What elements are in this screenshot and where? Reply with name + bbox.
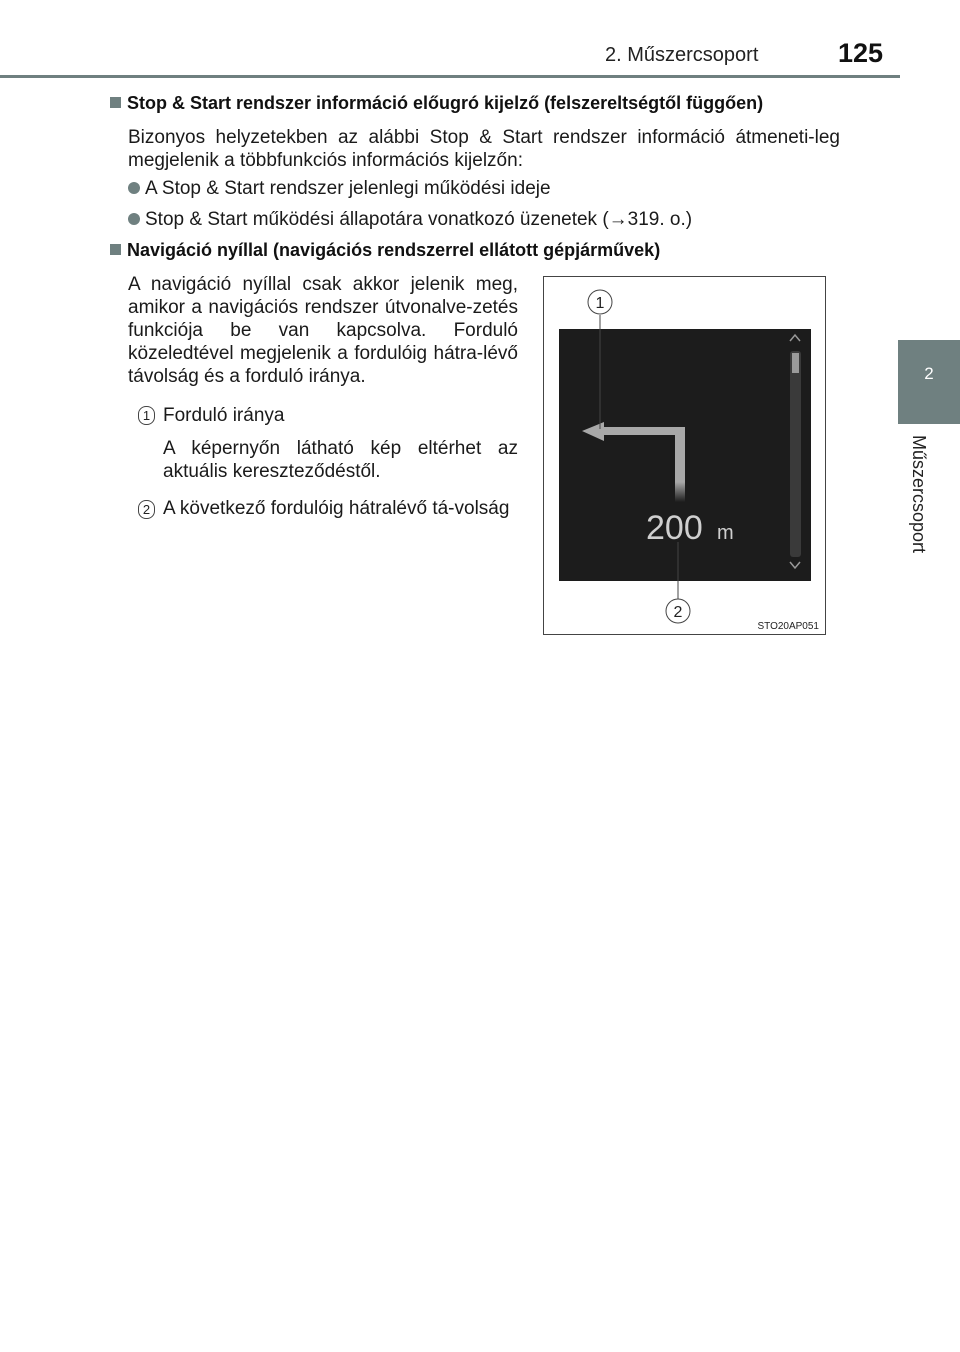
callout-1-label: 1 [595,295,605,312]
callout-2-label: 2 [673,604,683,621]
page-number: 125 [838,38,884,68]
section1-bullet: Stop & Start működési állapotára vonatkozó üzenetek (→319. o.) [128,208,692,231]
chapter-label: Műszercsoport [909,435,929,554]
distance-unit: m [717,522,734,544]
scroll-thumb [792,353,799,373]
item-title: A következő fordulóig hátralévő tá-volság [163,498,510,519]
scroll-track [790,351,801,557]
section-title: 2. Műszercsoport [605,44,759,66]
square-bullet-icon [110,244,121,255]
chapter-number: 2 [924,364,934,383]
distance-value: 200 [646,509,703,547]
section1-intro: Bizonyos helyzetekben az alábbi Stop & Start rendszer információ átmeneti-leg megjelenik a többfunkciós információs kijelzőn: [128,127,840,171]
section1-heading: Stop & Start rendszer információ előugró kijelző (felszereltségtől függően) [110,93,763,114]
section2-heading: Navigáció nyíllal (navigációs rendszerrel ellátott gépjárművek) [110,240,660,261]
header-rule [0,75,900,78]
round-bullet-icon [128,182,140,194]
item-number-tag: 1 [138,406,155,425]
section2-intro: A navigáció nyíllal csak akkor jelenik meg, amikor a navigációs rendszer útvonalve-zetés funkciója be van kapcsolva. Forduló közeledtével megjelenik a fordulóig hátra-lévő távolság és a forduló iránya. [128,274,518,387]
item-number-tag: 2 [138,500,155,519]
section1-bullet: A Stop & Start rendszer jelenlegi működési ideje [128,177,551,200]
figure-code: STO20AP051 [757,621,819,632]
chapter-tab [898,340,960,424]
item-note: A képernyőn látható kép eltérhet az aktuális kereszteződéstől. [163,438,518,482]
round-bullet-icon [128,213,140,225]
navigation-display-illustration [544,277,827,636]
navigation-display-figure [543,276,826,635]
square-bullet-icon [110,97,121,108]
item-title: Forduló iránya [163,405,285,426]
